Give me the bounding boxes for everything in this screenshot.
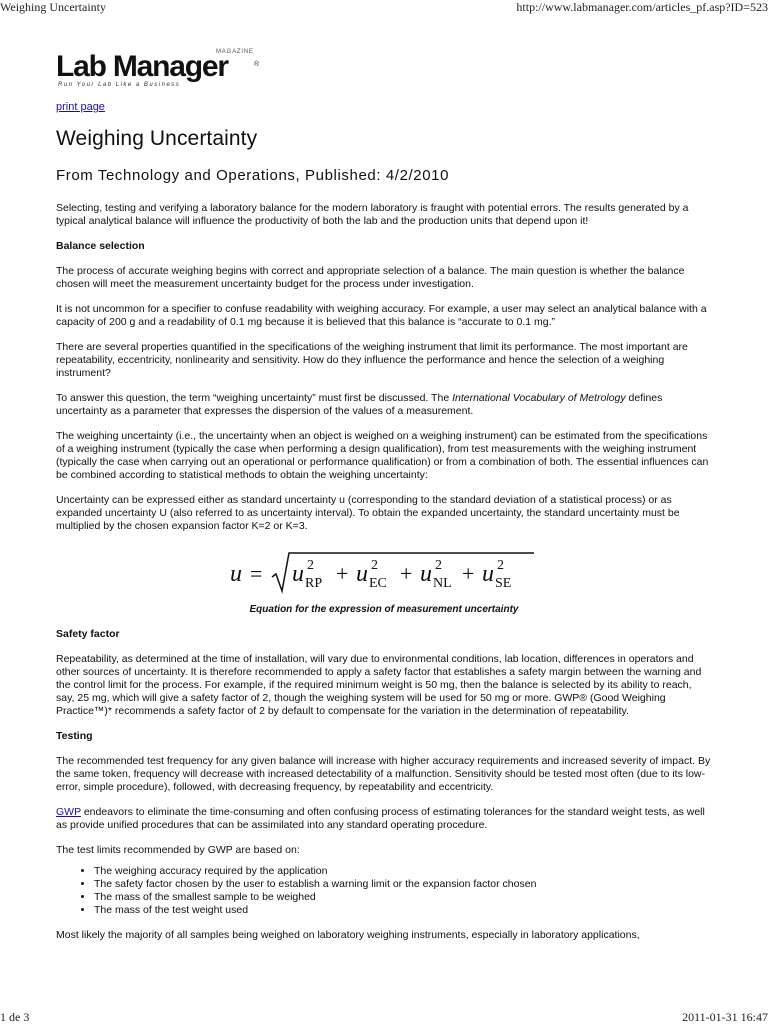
eq-equals: = xyxy=(250,561,263,586)
safety-factor-p1: Repeatability, as determined at the time of installation, will vary due to environmental conditions, lab location, differences in operators and other sources of uncertainty. It is therefore recommended to apply a safety factor that establishes a safety margin between the warning and the control limit for the process. For example, if the required minimum weight is 50 mg, then the balance is selected by its ability to reach, say, 25 mg, which will give a safety factor of 2, though the weighing system will be used for 50 mg or more. GWP® (Good Weighing Practice™)* recommends a safety factor of 2 by default to compensate for the variation in the determination of repeatability. xyxy=(56,653,702,717)
list-item: • The safety factor chosen by the user to establish a warning limit or the expansion factor chosen xyxy=(94,878,712,891)
eq-term-ec-base: u xyxy=(356,561,368,587)
print-header xyxy=(0,0,768,16)
logo-tagline: Run Your Lab Like a Business xyxy=(58,82,181,88)
lab-manager-logo xyxy=(56,49,266,90)
eq-plus-3: + xyxy=(462,561,475,586)
eq-term-rp-sub: RP xyxy=(305,576,323,591)
balance-selection-p6: Uncertainty can be expressed either as standard uncertainty u (corresponding to the standard deviation of a statistical process) or as expanded uncertainty U (also referred to as uncertainty interval). To obtain the expanded uncertainty, the standard uncertainty must be multiplied by the chosen expansion factor K=2 or K=3. xyxy=(56,494,680,532)
testing-p4: Most likely the majority of all samples being weighed on laboratory weighing instruments, especially in laboratory applications, xyxy=(56,929,640,941)
testing-p1: The recommended test frequency for any given balance will increase with higher accuracy requirements and increased severity of impact. By the same token, frequency will decrease with increased detectability of a malfunction. Sensitivity should be tested most often (due to its low-error, simple procedure), followed, with decreasing frequency, by repeatability and eccentricity. xyxy=(56,755,711,793)
balance-selection-p3: There are several properties quantified in the specifications of the weighing instrument that limit its performance. The most important are repeatability, eccentricity, nonlinearity and sensitivity. How do they influence the performance and hence the selection of a weighing instrument? xyxy=(56,341,688,379)
eq-term-nl-base: u xyxy=(420,561,432,587)
page-number: 1 de 3 xyxy=(0,1010,30,1024)
balance-selection-p5: The weighing uncertainty (i.e., the uncertainty when an object is weighed on a weighing instrument) can be estimated from the specifications of a weighing instrument (typically the case when performing a design qualification), from test measurements with the weighing instrument (typically the case when carrying out an operational or performance qualification) or from a combination of both. The essential influences can be combined according to statistical methods to obtain the weighing uncertainty: xyxy=(56,430,709,481)
eq-plus-1: + xyxy=(336,561,349,586)
balance-selection-p2: It is not uncommon for a specifier to confuse readability with weighing accuracy. For example, a user may select an analytical balance with a capacity of 200 g and a readability of 0.1 mg because it is believed that this balance is “accurate to 0.1 mg.” xyxy=(56,303,707,328)
article-subtitle: From Technology and Operations, Published: 4/2/2010 xyxy=(56,167,450,184)
print-footer xyxy=(0,1008,768,1024)
equation-graphic xyxy=(228,549,548,597)
testing-p2-text: endeavors to eliminate the time-consuming and often confusing process of estimating tolerances for the standard weight tests, as well as provide unified procedures that can be assimilated into any standard operating procedure. xyxy=(56,806,705,831)
safety-factor-heading: Safety factor xyxy=(56,628,120,640)
testing-p2 xyxy=(56,806,712,832)
eq-term-se-base: u xyxy=(482,561,494,587)
eq-term-nl-exp: 2 xyxy=(435,558,442,573)
equation-caption: Equation for the expression of measurement uncertainty xyxy=(249,604,519,615)
intro-paragraph: Selecting, testing and verifying a laboratory balance for the modern laboratory is fraught with potential errors. The results generated by a typical analytical balance will influence the productivity of both the lab and the production units that depend upon it! xyxy=(56,202,689,227)
uncertainty-equation xyxy=(56,549,712,597)
balance-selection-p1: The process of accurate weighing begins with correct and appropriate selection of a balance. The main question is whether the balance chosen will meet the measurement uncertainty budget for the process under investigation. xyxy=(56,265,685,290)
eq-term-rp-base: u xyxy=(292,561,304,587)
eq-term-ec-sub: EC xyxy=(369,576,387,591)
eq-lhs: u xyxy=(230,561,242,587)
p4-text-after: defines uncertainty as a parameter that expresses the dispersion of the values of a measurement. xyxy=(56,392,663,417)
eq-term-rp-exp: 2 xyxy=(307,558,314,573)
eq-plus-2: + xyxy=(400,561,413,586)
balance-selection-p4 xyxy=(56,392,712,418)
testing-heading: Testing xyxy=(56,730,93,742)
print-page-link[interactable]: print page xyxy=(56,101,105,113)
eq-term-se-exp: 2 xyxy=(497,558,504,573)
print-datetime: 2011-01-31 16:47 xyxy=(682,1010,768,1024)
test-limits-list xyxy=(56,865,712,917)
article-title: Weighing Uncertainty xyxy=(56,127,258,150)
print-header-url: http://www.labmanager.com/articles_pf.asp?ID=523 xyxy=(516,0,768,14)
eq-term-se-sub: SE xyxy=(495,576,512,591)
p4-text-before: To answer this question, the term “weighing uncertainty” must first be discussed. The xyxy=(56,392,453,404)
eq-term-nl-sub: NL xyxy=(433,576,452,591)
vim-title: International Vocabulary of Metrology xyxy=(452,392,626,404)
gwp-link[interactable]: GWP xyxy=(56,806,81,818)
testing-p3: The test limits recommended by GWP are based on: xyxy=(56,844,300,856)
logo-name: Lab Manager xyxy=(56,50,228,83)
registered-icon: ® xyxy=(254,61,260,68)
eq-term-ec-exp: 2 xyxy=(371,558,378,573)
print-header-title: Weighing Uncertainty xyxy=(0,0,107,14)
article-container xyxy=(56,49,712,942)
list-item: • The mass of the test weight used xyxy=(94,904,712,917)
logo-magazine: MAGAZINE xyxy=(216,49,254,55)
list-item: • The mass of the smallest sample to be weighed xyxy=(94,891,712,904)
balance-selection-heading: Balance selection xyxy=(56,240,145,252)
list-item: • The weighing accuracy required by the application xyxy=(94,865,712,878)
